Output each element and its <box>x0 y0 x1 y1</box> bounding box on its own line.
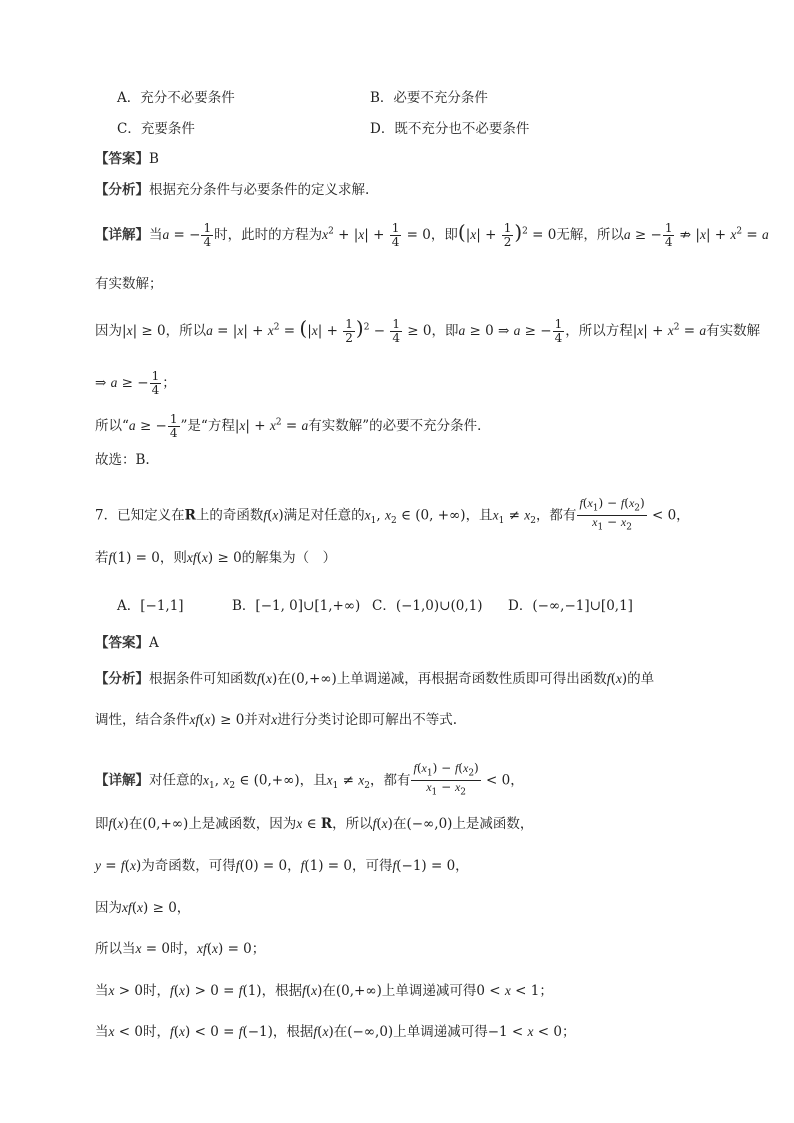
text: ，根据 <box>261 983 303 999</box>
q6-answer <box>95 150 159 168</box>
text: ，所以方程 <box>565 323 633 339</box>
fraction: $\frac{1}{4}$ <box>554 317 563 345</box>
q7-detail-line-4: 因为xf(x) ≥ 0， <box>95 900 191 916</box>
q6-analysis <box>95 181 369 199</box>
text: 的单 <box>627 671 655 687</box>
answer-value: B <box>149 151 159 167</box>
answer-tag: 【答案】 <box>95 635 149 651</box>
option-b: B．必要不充分条件 <box>370 90 488 106</box>
q7-detail-line-5: 所以当x = 0时，xf(x) = 0； <box>95 941 266 957</box>
text: ，所以 <box>332 816 373 832</box>
text: 根据条件可知函数 <box>149 671 257 687</box>
text: ，根据 <box>272 1024 314 1040</box>
text: 所以“ <box>95 418 129 434</box>
text: ，则 <box>159 550 187 566</box>
text: ，即 <box>431 323 459 339</box>
q7-stem-line-1: 7．已知定义在R上的奇函数f(x)满足对任意的$x_1$, $x_2$ ∈ (0, +∞)，且$x_1 \ne x_2$，都有 $\frac{f(x_1) - f(x_2)}{x_1 - x_2}$ < 0， <box>95 496 690 533</box>
text: ，即 <box>430 227 458 243</box>
text: ， <box>287 858 301 874</box>
option-a: A．充分不必要条件 <box>117 90 235 106</box>
answer-value: A <box>149 635 159 651</box>
q6-detail-line-4: 所以“a ≥ − $\frac{1}{4}$ ”是“方程$|x| + x^2 = a$有实数解”的必要不充分条件． <box>95 412 491 440</box>
q7-detail-line-3: y = f(x)为奇函数，可得f(0) = 0，f(1) = 0，可得f(−1) = 0， <box>95 858 469 874</box>
text: 有实数解 <box>706 323 761 339</box>
text: 时， <box>142 983 170 999</box>
text: 当 <box>95 1024 109 1040</box>
analysis-tag: 【分析】 <box>95 182 149 198</box>
text: 对任意的 <box>149 772 203 789</box>
text: 在 <box>128 816 143 832</box>
fraction: $\frac{1}{4}$ <box>203 221 212 249</box>
text: 当 <box>95 983 109 999</box>
text: 当 <box>149 227 163 243</box>
text: ，都有 <box>369 772 411 789</box>
text: 在 <box>277 671 291 687</box>
set-symbol: R <box>184 507 196 524</box>
text: ，可得 <box>351 858 393 874</box>
text: ，且 <box>465 507 493 524</box>
fraction: $\frac{1}{4}$ <box>151 369 160 397</box>
text: 的解集为（ ） <box>241 550 337 566</box>
text: 即 <box>95 816 109 832</box>
detail-tag: 【详解】 <box>95 772 149 789</box>
q7-option-c: C．(−1,0)∪(0,1) <box>372 598 483 614</box>
q7-answer <box>95 634 159 652</box>
q6-detail-line-3: ⇒ a ≥ − $\frac{1}{4}$ ； <box>95 369 176 397</box>
fraction: $\frac{f(x_1) - f(x_2)}{x_1 - x_2}$ <box>413 761 479 798</box>
q7-analysis-line-1: 【分析】根据条件可知函数f(x)在(0,+∞)上单调递减，再根据奇函数性质即可得出函数f(x)的单 <box>95 671 655 687</box>
text: 在 <box>322 983 336 999</box>
text: 无解，所以 <box>556 227 624 243</box>
text: 并对 <box>244 712 272 728</box>
text: 时， <box>142 1024 170 1040</box>
detail-tag: 【详解】 <box>95 227 149 243</box>
text: ，都有 <box>535 507 577 524</box>
text: 有实数解”的必要不充分条件． <box>308 418 491 434</box>
text: 上单调递减可得 <box>381 983 477 999</box>
text: 上单调递减可得 <box>393 1024 488 1040</box>
q7-detail-line-2: 即f(x)在(0,+∞)上是减函数，因为x ∈ R，所以f(x)在(−∞,0)上是减函数， <box>95 816 534 832</box>
fraction: $\frac{1}{4}$ <box>664 221 673 249</box>
q7-detail-line-7: 当x < 0时，f(x) < 0 = f(−1)，根据f(x)在(−∞,0)上单调递减可得−1 < x < 0； <box>95 1024 576 1040</box>
text: 因为 <box>95 323 122 339</box>
q7-option-a: A．[−1,1] <box>117 598 184 614</box>
text: 上单调递减，再根据奇函数性质即可得出函数 <box>336 671 607 687</box>
text: ，且 <box>299 772 327 789</box>
text: 上是减函数， <box>452 816 534 832</box>
text: ， <box>176 900 191 916</box>
text: 进行分类讨论即可解出不等式. <box>277 712 458 728</box>
q7-analysis-line-2: 调性，结合条件xf(x) ≥ 0并对x进行分类讨论即可解出不等式. <box>95 712 458 728</box>
fraction: $\frac{1}{2}$ <box>345 317 353 345</box>
text: 在 <box>392 816 407 832</box>
text: ； <box>561 1024 576 1040</box>
text: 满足对任意的 <box>283 507 365 524</box>
text: 时，此时的方程为 <box>214 227 323 243</box>
text: 上是减函数，因为 <box>188 816 297 832</box>
text: ，所以 <box>165 323 207 339</box>
text: 调性，结合条件 <box>95 712 190 728</box>
fraction: $\frac{1}{4}$ <box>169 412 178 440</box>
text: ， <box>455 858 469 874</box>
analysis-tag: 【分析】 <box>95 671 149 687</box>
q7-option-b: B．[−1, 0]∪[1,+∞) <box>232 598 361 614</box>
q6-conclusion: 故选：B. <box>95 452 150 468</box>
text: ； <box>251 941 266 957</box>
text: ； <box>539 983 553 999</box>
text: 在 <box>333 1024 348 1040</box>
option-c: C．充要条件 <box>117 121 195 137</box>
text: ”是“方程 <box>180 418 235 434</box>
text: 7．已知定义在 <box>95 507 185 524</box>
text: 为奇函数，可得 <box>141 858 236 874</box>
answer-tag: 【答案】 <box>95 151 149 167</box>
text: 时， <box>169 941 197 957</box>
q7-detail-line-1: 【详解】对任意的$x_1$, $x_2$ ∈ (0,+∞)，且$x_1 \ne x_2$，都有 $\frac{f(x_1) - f(x_2)}{x_1 - x_2}$ < 0， <box>95 761 524 798</box>
fraction: $\frac{1}{2}$ <box>503 221 512 249</box>
q7-detail-line-6: 当x > 0时，f(x) > 0 = f(1)，根据f(x)在(0,+∞)上单调递减可得0 < x < 1； <box>95 983 553 999</box>
text: 所以当 <box>95 941 136 957</box>
q6-detail-line-1b: 有实数解； <box>95 276 163 292</box>
fraction: $\frac{1}{4}$ <box>392 317 400 345</box>
text: 若 <box>95 550 109 566</box>
q7-stem-line-2: 若f(1) = 0，则xf(x) ≥ 0的解集为（ ） <box>95 550 337 566</box>
q7-option-d: D．(−∞,−1]∪[0,1] <box>508 598 633 614</box>
fraction: $\frac{1}{4}$ <box>391 221 400 249</box>
text: 上的奇函数 <box>195 507 264 524</box>
math: a <box>162 227 170 242</box>
q6-detail-line-2: 因为|x| ≥ 0，所以$a = |x| + x^2 = (|x|$ + $\frac{1}{2}$ )$^2$ − $\frac{1}{4}$ ≥ 0，即a ≥ 0 ⇒ a ≥ − $\frac{1}{4}$ ，所以方程$|x| + x^2 = a$有实数解 <box>95 316 761 345</box>
text: 因为 <box>95 900 122 916</box>
option-d: D．既不充分也不必要条件 <box>370 121 530 137</box>
analysis-text: 根据充分条件与必要条件的定义求解. <box>149 182 370 198</box>
q6-detail-line-1: 【详解】当a = − $\frac{1}{4}$ 时，此时的方程为$x^2 + |x|$ + $\frac{1}{4}$ = 0，即(|x| + $\frac{1}{2}$ )$^2$ = 0无解，所以a ≥ − $\frac{1}{4}$ ⇏ $|x| + x^2 = a$ <box>95 220 769 249</box>
fraction: $\frac{f(x_1) - f(x_2)}{x_1 - x_2}$ <box>579 496 645 533</box>
math: x <box>322 227 329 242</box>
